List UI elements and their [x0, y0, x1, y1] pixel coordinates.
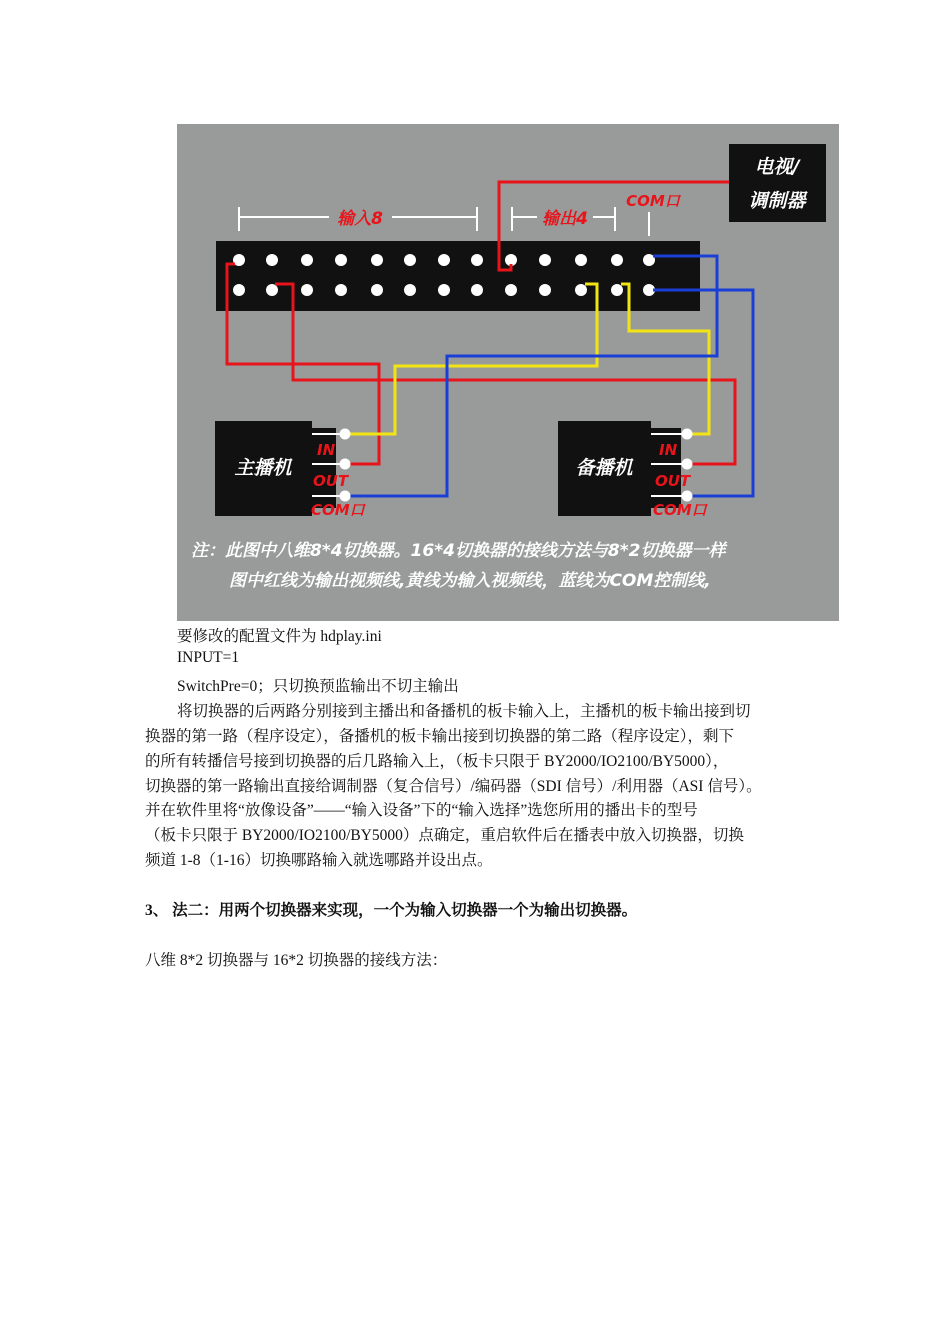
backup-com-label: COM口 [653, 501, 707, 519]
tv-label-1: 电视/ [754, 156, 800, 178]
main-com-label: COM口 [311, 501, 365, 519]
tv-label-2: 调制器 [748, 190, 806, 212]
backup-host-label: 备播机 [575, 457, 633, 479]
backup-out-label: OUT [655, 472, 691, 490]
paragraph-line-1: 将切换器的后两路分别接到主播出和备播机的板卡输入上，主播机的板卡输出接到切 [177, 703, 751, 720]
note-line-1: 注：此图中八维8*4切换器。16*4切换器的接线方法与8*2切换器一样 [191, 541, 726, 561]
switchpre-line: SwitchPre=0；只切换预监输出不切主输出 [177, 678, 459, 695]
config-file-line: 要修改的配置文件为 hdplay.ini [177, 628, 382, 645]
main-in-label: IN [317, 441, 336, 459]
backup-in-label: IN [659, 441, 678, 459]
com-top-label: COM口 [626, 192, 680, 210]
method-intro-line: 八维 8*2 切换器与 16*2 切换器的接线方法： [145, 952, 448, 969]
main-out-label: OUT [313, 472, 349, 490]
note-line-2: 图中红线为输出视频线,黄线为输入视频线，蓝线为COM控制线, [229, 571, 711, 591]
input-setting-line: INPUT=1 [177, 649, 240, 666]
wiring-diagram [177, 124, 839, 621]
main-host-label: 主播机 [234, 457, 292, 479]
paragraph-line-2: 换器的第一路（程序设定），备播机的板卡输出接到切换器的第二路（程序设定），剩下 [145, 728, 735, 745]
section-heading: 3、 法二：用两个切换器来实现，一个为输入切换器一个为输出切换器。 [145, 902, 638, 919]
paragraph-line-4: 切换器的第一路输出直接给调制器（复合信号）/编码器（SDI 信号）/利用器（ASI 信号）。 [145, 778, 762, 795]
paragraph-line-7: 频道 1-8（1-16）切换哪路输入就选哪路并设出点。 [145, 852, 493, 869]
wiring-diagram-svg [177, 124, 839, 621]
output4-label: 输出4 [542, 209, 588, 229]
paragraph-line-3: 的所有转播信号接到切换器的后几路输入上，（板卡只限于 BY2000/IO2100/BY5000）， [145, 753, 729, 770]
paragraph-line-5: 并在软件里将“放像设备”——“输入设备”下的“输入选择”选您所用的播出卡的型号 [145, 802, 698, 819]
paragraph-line-6: （板卡只限于 BY2000/IO2100/BY5000）点确定，重启软件后在播表中放入切换器，切换 [145, 827, 744, 844]
switcher-panel [216, 241, 700, 311]
input8-label: 输入8 [337, 209, 383, 229]
